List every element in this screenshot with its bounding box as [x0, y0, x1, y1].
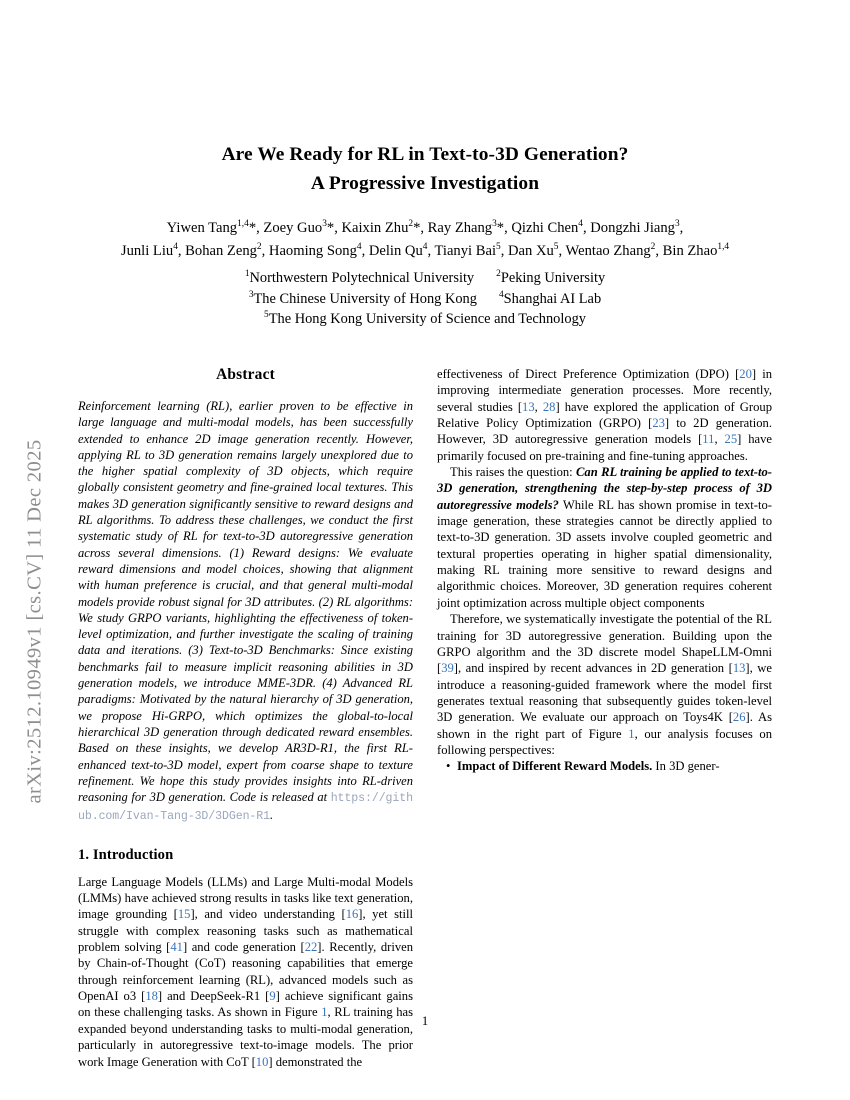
introduction-bullet-list — [437, 758, 772, 774]
arxiv-stamp — [0, 0, 60, 1100]
list-item — [437, 758, 772, 774]
affiliation-line-2: $^3$The Chinese University of Hong Kong $^4$Shanghai AI Lab — [248, 289, 602, 307]
left-column — [78, 366, 413, 1070]
affiliation-line-1: $^1$Northwestern Polytechnical University $^2$Peking University — [244, 269, 606, 286]
title-line-1: Are We Ready for RL in Text-to-3D Generation? — [221, 144, 629, 165]
author-line-1: Yiwen Tang$^{1,4}$*, Zoey Guo$^3$*, Kaixin Zhu$^2$*, Ray Zhang$^3$*, Qizhi Chen$^4$, Dongzhi Jiang$^3$, — [166, 219, 684, 236]
page-title — [78, 140, 772, 198]
bullet-dot-icon: • — [446, 759, 451, 774]
section-heading-introduction: 1. Introduction — [78, 846, 174, 863]
page-number: 1 — [421, 1014, 429, 1028]
author-list — [78, 217, 772, 262]
list-item-text: Impact of Different Reward Models. In 3D gener- — [457, 759, 720, 774]
abstract-body: Reinforcement learning (RL), earlier proven to be effective in large language and multi-modal models, has been successfully extended to enhance 2D image generation recently. However, applying RL to 3D generation remains largely unexplored due to the higher spatial complexity of 3D objects, which require globally consistent geometry and fine-grained local textures. This makes 3D generation significantly sensitive to reward designs and RL algorithms. To address these challenges, we conduct the first systematic study of RL for text-to-3D autoregressive generation across several dimensions. (1) Reward designs: We evaluate reward dimensions and model choices, showing that alignment with human preference is crucial, and that general multi-modal models provide robust signal for 3D attributes. (2) RL algorithms: We study GRPO variants, highlighting the effectiveness of token-level optimization, and further investigate the scaling of training data and iterations. (3) Text-to-3D Benchmarks: Since existing benchmarks fail to measure implicit reasoning abilities in 3D generation models, we introduce MME-3DR. (4) Advanced RL paradigms: Motivated by the natural hierarchy of 3D generation, we propose Hi-GRPO, which optimizes the global-to-local hierarchical 3D generation through dedicated reward ensembles. Based on these insights, we develop AR3D-R1, the first RL-enhanced text-to-3D model, expert from coarse shape to texture refinement. We hope this study provides insights into RL-driven reasoning for 3D generation. Code is released at https://github.com/Ivan-Tang-3D/3DGen-R1. — [78, 399, 413, 824]
abstract-heading: Abstract — [216, 366, 275, 383]
introduction-paragraph-3: Therefore, we systematically investigate the potential of the RL training for 3D autoregressive generation. Building upon the GRPO algorithm and the 3D discrete model ShapeLLM-Omni [39], and inspired by recent advances in 2D generation [13], we introduce a reasoning-guided framework where the model first generates textual reasoning that subsequently guides token-level 3D generation. We evaluate our approach on Toys4K [26]. As shown in the right part of Figure 1, our analysis focuses on following perspectives: — [437, 612, 773, 757]
affiliation-line-3: $^5$The Hong Kong University of Science and Technology — [264, 310, 586, 328]
author-line-2: Junli Liu$^4$, Bohan Zeng$^2$, Haoming Song$^4$, Delin Qu$^4$, Tianyi Bai$^5$, Dan Xu$^5$, Wentao Zhang$^2$, Bin Zhao$^{1,4}$ — [120, 241, 730, 259]
affiliation-list — [78, 268, 772, 330]
title-line-2: A Progressive Investigation — [310, 173, 540, 194]
introduction-paragraph-1: Large Language Models (LLMs) and Large Multi-modal Models (LMMs) have achieved strong results in tasks like text generation, image grounding [15], and video understanding [16], yet still struggle with complex reasoning tasks such as mathematical problem solving [41] and code generation [22]. Recently, driven by Chain-of-Thought (CoT) reasoning capabilities that emerge through reinforcement learning (RL), advanced models such as OpenAI o3 [18] and DeepSeek-R1 [9] achieve significant gains on these challenging tasks. As shown in Figure 1, RL training has expanded beyond understanding tasks to multi-modal generation, particularly in autoregressive text-to-image models. The prior work Image Generation with CoT [10] demonstrated the — [78, 874, 414, 1069]
introduction-paragraph-1-continued: effectiveness of Direct Preference Optimization (DPO) [20] in improving intermediate generation processes. More recently, several studies [13, 28] have explored the application of Group Relative Policy Optimization (GRPO) [23] to 2D generation. However, 3D autoregressive generation models [11, 25] have primarily focused on pre-training and fine-tuning approaches. — [437, 367, 773, 463]
arxiv-stamp-text: arXiv:2512.10949v1 [cs.CV] 11 Dec 2025 — [23, 439, 46, 804]
introduction-paragraph-2: This raises the question: Can RL training be applied to text-to-3D generation, strengthening the step-by-step process of 3D autoregressive models? While RL has shown promise in text-to-image generation, these strategies cannot be directly applied to text-to-3D generation. 3D assets involve coupled geometric and textural properties operating in higher spatial dimensionality, making RL training more sensitive to reward designs and algorithmic choices. Moreover, 3D generation requires coherent joint optimization across multiple object components — [437, 465, 772, 610]
right-column — [437, 366, 772, 775]
